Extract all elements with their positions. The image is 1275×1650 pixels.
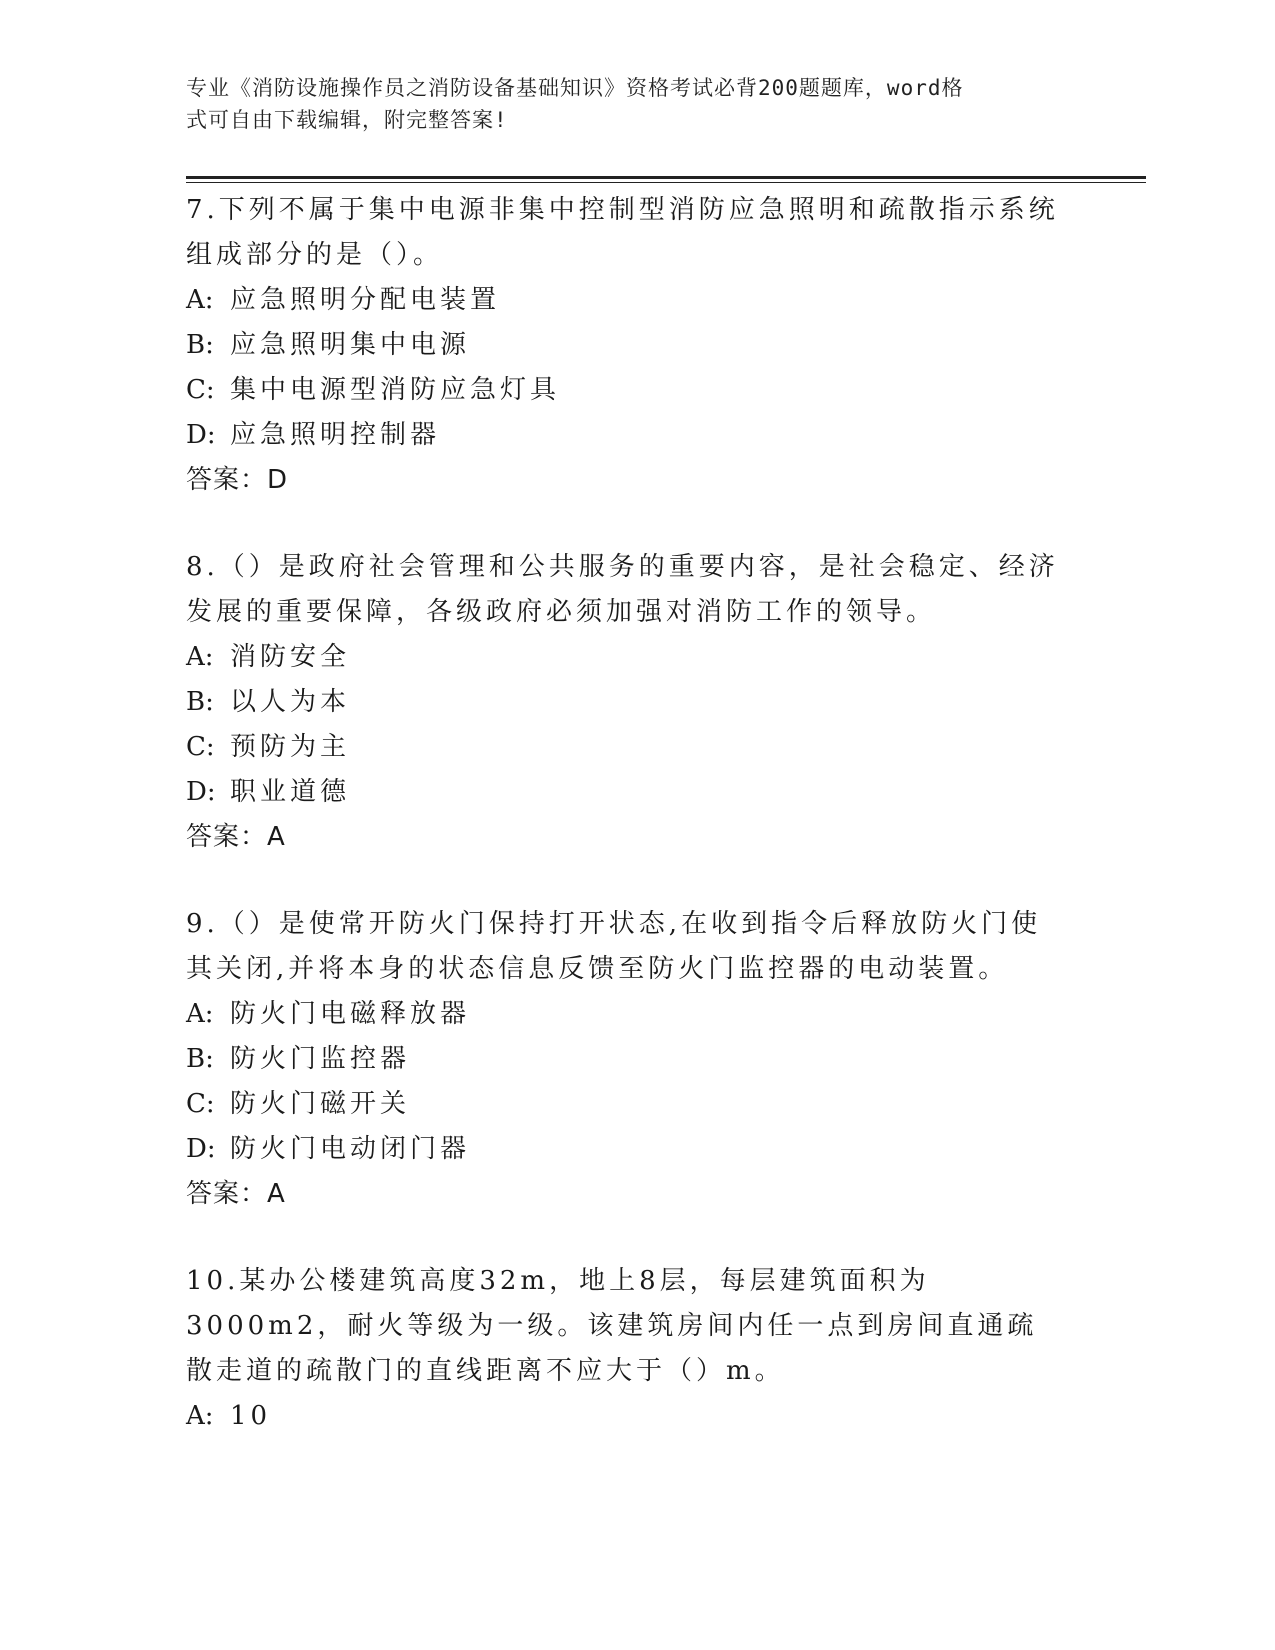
- option-text: 防火门电动闭门器: [230, 1134, 471, 1164]
- answer-line: 答案：A: [186, 1179, 286, 1209]
- option-a: [186, 278, 1066, 323]
- option-text: 预防为主: [230, 732, 351, 762]
- question-7: [186, 188, 1066, 503]
- option-text: 防火门电磁释放器: [230, 999, 471, 1029]
- option-d: [186, 1127, 1066, 1172]
- option-key: A:: [186, 999, 214, 1029]
- answer-line: 答案：D: [186, 465, 289, 495]
- option-text: 10: [230, 1401, 272, 1431]
- option-a: [186, 992, 1066, 1037]
- option-text: 应急照明集中电源: [230, 330, 471, 360]
- option-key: C:: [186, 732, 215, 762]
- question-8: [186, 545, 1066, 860]
- header-line-2: 式可自由下载编辑，附完整答案!: [186, 108, 508, 132]
- option-d: [186, 770, 1066, 815]
- option-key: B:: [186, 1044, 214, 1074]
- option-text: 消防安全: [230, 642, 351, 672]
- option-text: 以人为本: [230, 687, 351, 717]
- question-list: [186, 188, 1066, 1481]
- header-divider-thin: [186, 182, 1146, 183]
- option-text: 集中电源型消防应急灯具: [230, 375, 561, 405]
- header-divider-thick: [186, 176, 1146, 179]
- option-key: D:: [186, 420, 216, 450]
- option-key: C:: [186, 375, 215, 405]
- option-a: [186, 635, 1066, 680]
- option-text: 防火门监控器: [230, 1044, 411, 1074]
- question-9: [186, 902, 1066, 1217]
- option-key: A:: [186, 642, 214, 672]
- question-text: 8.（）是政府社会管理和公共服务的重要内容，是社会稳定、经济发展的重要保障，各级政府必须加强对消防工作的领导。: [186, 552, 1059, 627]
- option-c: [186, 368, 1066, 413]
- option-text: 应急照明分配电装置: [230, 285, 501, 315]
- option-b: [186, 323, 1066, 368]
- option-key: A:: [186, 285, 214, 315]
- header-line-1: 专业《消防设施操作员之消防设备基础知识》资格考试必背200题题库，word格: [186, 76, 964, 100]
- option-key: A:: [186, 1401, 214, 1431]
- option-key: B:: [186, 687, 214, 717]
- option-b: [186, 680, 1066, 725]
- option-key: D:: [186, 1134, 216, 1164]
- option-a: [186, 1394, 1066, 1439]
- option-text: 防火门磁开关: [230, 1089, 411, 1119]
- option-c: [186, 1082, 1066, 1127]
- answer-line: 答案：A: [186, 822, 286, 852]
- option-key: B:: [186, 330, 214, 360]
- question-text: 7.下列不属于集中电源非集中控制型消防应急照明和疏散指示系统组成部分的是（）。: [186, 195, 1059, 270]
- option-d: [186, 413, 1066, 458]
- option-text: 应急照明控制器: [230, 420, 441, 450]
- question-text: 10.某办公楼建筑高度32m，地上8层，每层建筑面积为3000m2，耐火等级为一级。该建筑房间内任一点到房间直通疏散走道的疏散门的直线距离不应大于（）m。: [186, 1266, 1038, 1386]
- option-text: 职业道德: [230, 777, 351, 807]
- option-b: [186, 1037, 1066, 1082]
- question-10: [186, 1259, 1066, 1439]
- question-text: 9.（）是使常开防火门保持打开状态,在收到指令后释放防火门使其关闭,并将本身的状态信息反馈至防火门监控器的电动装置。: [186, 909, 1042, 984]
- option-c: [186, 725, 1066, 770]
- option-key: C:: [186, 1089, 215, 1119]
- document-header: [186, 72, 1066, 136]
- option-key: D:: [186, 777, 216, 807]
